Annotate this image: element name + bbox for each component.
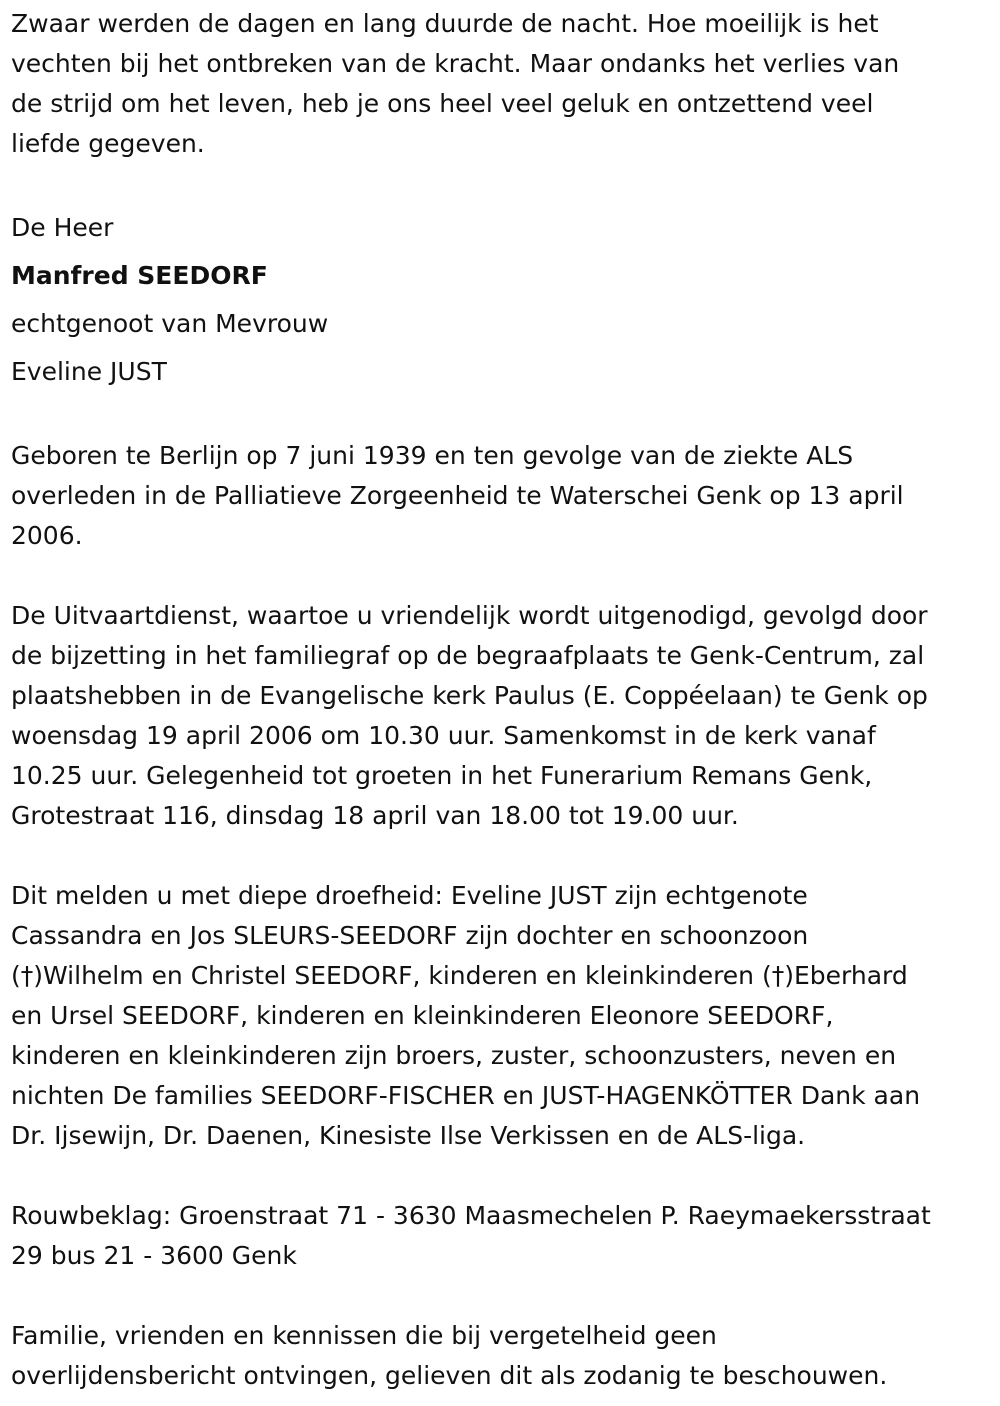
spacer <box>11 1276 993 1316</box>
birth-death-paragraph: Geboren te Berlijn op 7 juni 1939 en ten gevolge van de ziekte ALS overleden in de Palliatieve Zorgeenheid te Waterschei Genk op 13 april 2006. <box>11 441 904 550</box>
spacer <box>11 836 993 876</box>
spacer <box>11 1156 993 1196</box>
person-name: Manfred SEEDORF <box>11 261 268 290</box>
person-relation: echtgenoot van Mevrouw <box>11 309 329 338</box>
notice-paragraph: Familie, vrienden en kennissen die bij vergetelheid geen overlijdensbericht ontvingen, gelieven dit als zodanig te beschouwen. <box>11 1321 888 1390</box>
spacer <box>11 556 993 596</box>
intro-paragraph: Zwaar werden de dagen en lang duurde de nacht. Hoe moeilijk is het vechten bij het ontbreken van de kracht. Maar ondanks het verlies van de strijd om het leven, heb je ons heel veel geluk en ontzettend veel liefde gegeven. <box>11 9 900 158</box>
spacer <box>11 164 993 204</box>
spacer <box>11 396 993 436</box>
family-paragraph: Dit melden u met diepe droefheid: Eveline JUST zijn echtgenote Cassandra en Jos SLEURS-SEEDORF zijn dochter en schoonzoon (†)Wilhelm en Christel SEEDORF, kinderen en kleinkinderen (†)Eberhard en Ursel SEEDORF, kinderen en kleinkinderen Eleonore SEEDORF, kinderen en kleinkinderen zijn broers, zuster, schoonzusters, neven en nichten De families SEEDORF-FISCHER en JUST-HAGENKÖTTER Dank aan Dr. Ijsewijn, Dr. Daenen, Kinesiste Ilse Verkissen en de ALS-liga. <box>11 881 921 1150</box>
obituary-document <box>11 4 993 1396</box>
spouse-name: Eveline JUST <box>11 357 167 386</box>
person-title: De Heer <box>11 213 114 242</box>
condolence-paragraph: Rouwbeklag: Groenstraat 71 - 3630 Maasmechelen P. Raeymaekersstraat 29 bus 21 - 3600 Genk <box>11 1201 931 1270</box>
funeral-paragraph: De Uitvaartdienst, waartoe u vriendelijk wordt uitgenodigd, gevolgd door de bijzetting in het familiegraf op de begraafplaats te Genk-Centrum, zal plaatshebben in de Evangelische kerk Paulus (E. Coppéelaan) te Genk op woensdag 19 april 2006 om 10.30 uur. Samenkomst in de kerk vanaf 10.25 uur. Gelegenheid tot groeten in het Funerarium Remans Genk, Grotestraat 116, dinsdag 18 april van 18.00 tot 19.00 uur. <box>11 601 928 830</box>
